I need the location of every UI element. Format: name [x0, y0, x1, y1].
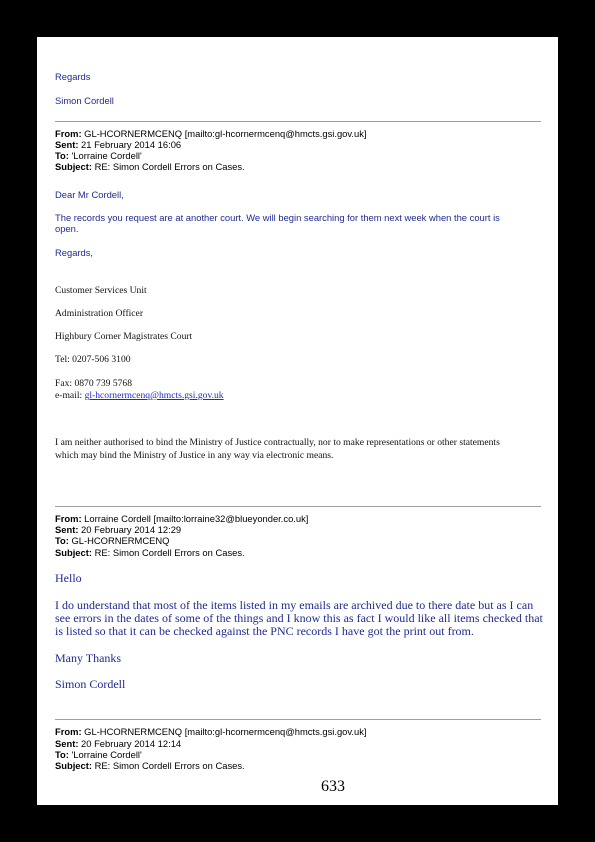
email-header-from [55, 726, 367, 737]
signature-text: Simon Cordell [55, 95, 114, 106]
fax-text: Fax: 0870 739 5768 [55, 378, 133, 389]
signature-text: Simon Cordell [55, 677, 126, 691]
email-header-to [55, 535, 169, 546]
from-label: From: [55, 513, 82, 524]
body-line: I do understand that most of the items listed in my emails are archived due to there date but as I can [55, 598, 534, 612]
from-label: From: [55, 128, 82, 139]
sent-label: Sent: [55, 139, 79, 150]
email-header-subject [55, 547, 245, 558]
email-header-to [55, 749, 142, 760]
email-label: e-mail: [55, 390, 85, 401]
sent-value: 21 February 2014 16:06 [81, 139, 182, 150]
email-header-sent [55, 738, 181, 749]
regards-text: Regards [55, 71, 91, 82]
to-label: To: [55, 535, 69, 546]
to-value: GL-HCORNERMCENQ [71, 535, 170, 546]
email-header-sent [55, 139, 181, 150]
disclaimer-line: I am neither authorised to bind the Ministry of Justice contractually, nor to make representations or other statements [55, 437, 500, 448]
tel-text: Tel: 0207-506 3100 [55, 354, 131, 365]
court-text: Highbury Corner Magistrates Court [55, 331, 193, 342]
body-line: The records you request are at another court. We will begin searching for them next week when the court is [55, 212, 500, 223]
email-header-from [55, 513, 308, 524]
unit-text: Customer Services Unit [55, 285, 147, 296]
greeting-text: Hello [55, 571, 82, 585]
sent-label: Sent: [55, 738, 79, 749]
sent-label: Sent: [55, 524, 79, 535]
to-value: 'Lorraine Cordell' [71, 749, 142, 760]
email-header-from [55, 128, 367, 139]
to-label: To: [55, 150, 69, 161]
subject-label: Subject: [55, 547, 92, 558]
email-header-subject [55, 760, 245, 771]
closing-text: Regards, [55, 247, 94, 258]
from-value: Lorraine Cordell [mailto:lorraine32@blueyonder.co.uk] [84, 513, 309, 524]
thanks-text: Many Thanks [55, 651, 122, 665]
from-label: From: [55, 726, 82, 737]
subject-label: Subject: [55, 760, 92, 771]
sent-value: 20 February 2014 12:14 [81, 738, 182, 749]
from-value: GL-HCORNERMCENQ [mailto:gl-hcornermcenq@hmcts.gsi.gov.uk] [84, 128, 367, 139]
from-value: GL-HCORNERMCENQ [mailto:gl-hcornermcenq@hmcts.gsi.gov.uk] [84, 726, 367, 737]
email-header-subject [55, 161, 245, 172]
divider [55, 506, 541, 507]
email-header-to [55, 150, 142, 161]
body-line: see errors in the dates of some of the things and I know this as fact I would like all items checked that [55, 611, 543, 625]
page-number: 633 [321, 778, 345, 795]
email-link[interactable]: gl-hcornermcenq@hmcts.gsi.gov.uk [84, 390, 224, 401]
email-line [55, 390, 224, 402]
subject-value: RE: Simon Cordell Errors on Cases. [94, 161, 245, 172]
subject-label: Subject: [55, 161, 92, 172]
divider [55, 719, 541, 720]
subject-value: RE: Simon Cordell Errors on Cases. [94, 547, 245, 558]
greeting-text: Dear Mr Cordell, [55, 189, 124, 200]
disclaimer-line: which may bind the Ministry of Justice in any way via electronic means. [55, 450, 334, 461]
document-page [37, 37, 558, 805]
to-label: To: [55, 749, 69, 760]
to-value: 'Lorraine Cordell' [71, 150, 142, 161]
sent-value: 20 February 2014 12:29 [81, 524, 182, 535]
email-header-sent [55, 524, 181, 535]
body-line: is listed so that it can be checked against the PNC records I have got the print out from. [55, 624, 474, 638]
subject-value: RE: Simon Cordell Errors on Cases. [94, 760, 245, 771]
divider [55, 121, 541, 122]
role-text: Administration Officer [55, 308, 144, 319]
body-line: open. [55, 223, 79, 234]
